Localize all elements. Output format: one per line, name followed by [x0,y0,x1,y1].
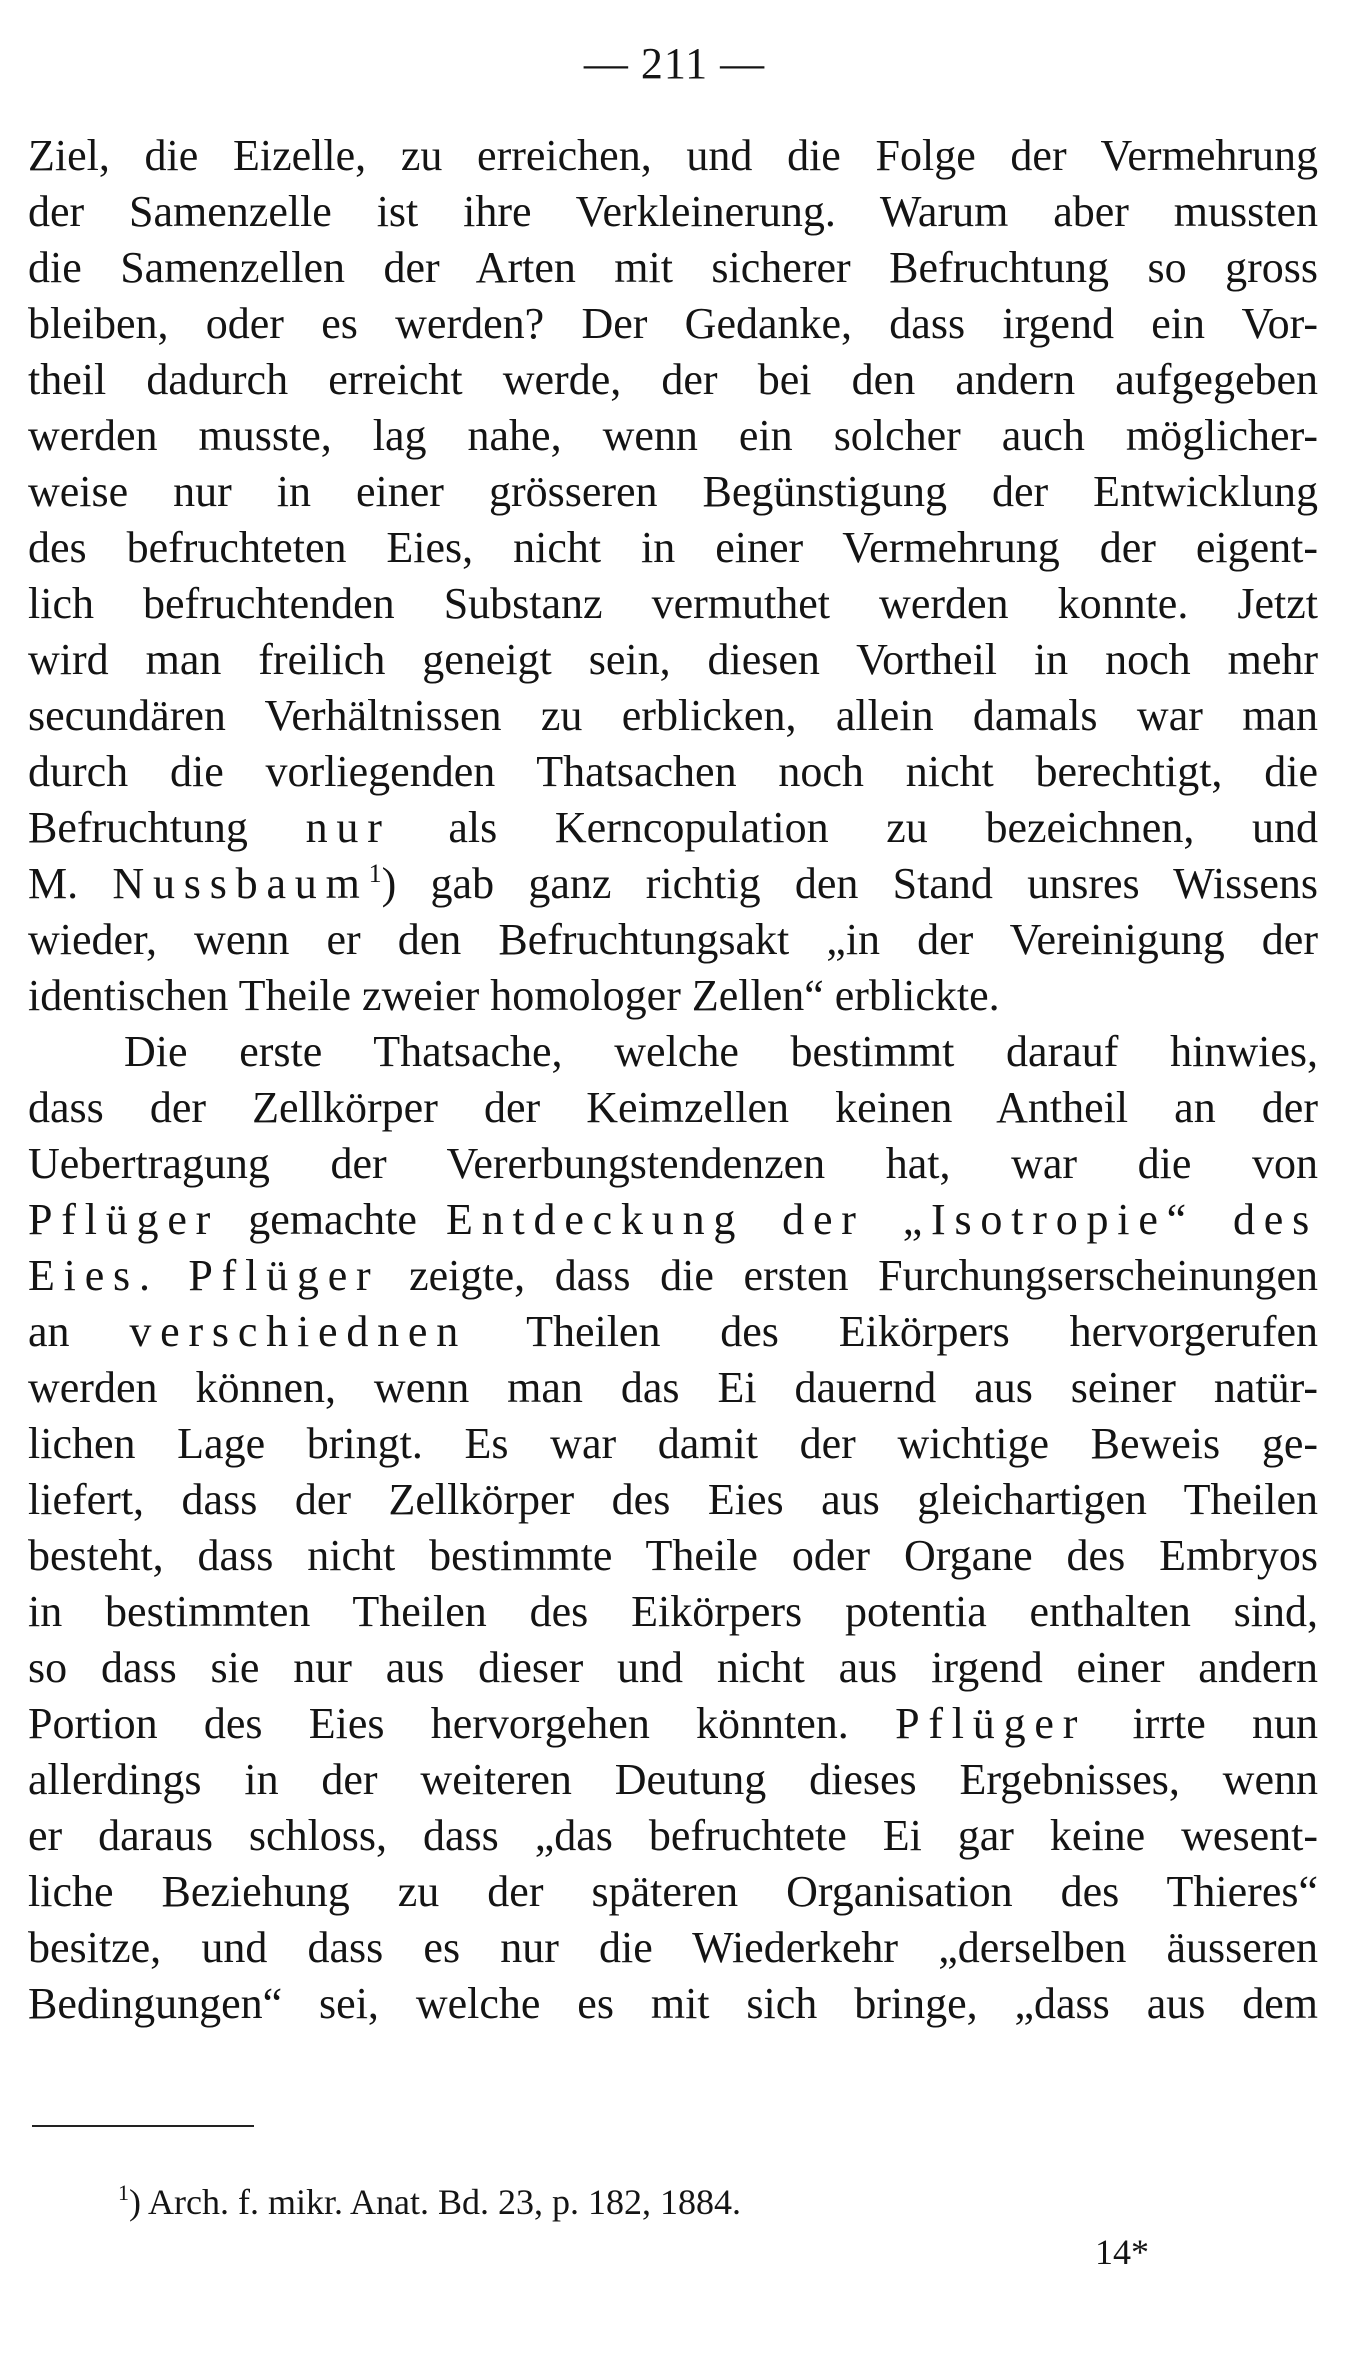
text-line [28,856,1318,912]
text-line: besteht, dass nicht bestimmte Theile oder Organe des Embryos [28,1531,1318,1580]
text-line: weise nur in einer grösseren Begünstigung der Entwicklung [28,467,1318,516]
text-line: bleiben, oder es werden? Der Gedanke, dass irgend ein Vor- [28,299,1318,348]
spaced-emphasis: nur [305,803,391,852]
text-line: allerdings in der weiteren Deutung dieses Ergebnisses, wenn [28,1755,1318,1804]
text-line: werden musste, lag nahe, wenn ein solcher auch möglicher- [28,411,1318,460]
author-name-spaced: Nussbaum [112,859,369,908]
text-line: in bestimmten Theilen des Eikörpers potentia enthalten sind, [28,1587,1318,1636]
text-run [159,1251,189,1300]
footnote-text: ) Arch. f. mikr. Anat. Bd. 23, p. 182, 1884. [129,2182,741,2222]
text-line: er daraus schloss, dass „das befruchtete Ei gar keine wesent- [28,1811,1318,1860]
text-line [28,800,1318,856]
footnote-reference: 1 [368,859,382,888]
text-line: secundären Verhältnissen zu erblicken, allein damals war man [28,691,1318,740]
text-run: Befruchtung [28,803,306,852]
text-line: Ziel, die Eizelle, zu erreichen, und die Folge der Vermehrung [28,131,1318,180]
text-line: liche Beziehung zu der späteren Organisation des Thieres“ [28,1867,1318,1916]
text-line: identischen Theile zweier homologer Zellen“ erblickte. [28,971,1000,1020]
signature-mark: 14* [1095,2232,1149,2272]
text-line: besitze, und dass es nur die Wiederkehr „derselben äusseren [28,1923,1318,1972]
text-run: M. [28,859,113,908]
author-name-spaced: Pflüger [28,1195,220,1244]
text-line: wieder, wenn er den Befruchtungsakt „in der Vereinigung der [28,915,1318,964]
spaced-emphasis: verschiednen [129,1307,468,1356]
text-run: an [28,1307,130,1356]
footnote-marker: 1 [118,2180,129,2205]
text-run: Portion des Eies hervorgehen könnten. [28,1699,896,1748]
footnote [118,2180,741,2224]
text-line: lichen Lage bringt. Es war damit der wichtige Beweis ge- [28,1419,1318,1468]
text-line: dass der Zellkörper der Keimzellen keinen Antheil an der [28,1083,1318,1132]
text-run: Theilen des Eikörpers hervorgerufen [467,1307,1319,1356]
text-line: durch die vorliegenden Thatsachen noch nicht berechtigt, die [28,747,1318,796]
footnote-separator [32,2125,254,2127]
text-line: liefert, dass der Zellkörper des Eies aus gleichartigen Theilen [28,1475,1318,1524]
text-line: die Samenzellen der Arten mit sicherer Befruchtung so gross [28,243,1318,292]
text-line: lich befruchtenden Substanz vermuthet werden konnte. Jetzt [28,579,1318,628]
text-run: irrte nun [1086,1699,1318,1748]
text-run: gemachte [219,1195,447,1244]
text-line: werden können, wenn man das Ei dauernd aus seiner natür- [28,1363,1318,1412]
text-line: des befruchteten Eies, nicht in einer Vermehrung der eigent- [28,523,1318,572]
spaced-emphasis: Eies. [28,1251,159,1300]
text-line: der Samenzelle ist ihre Verkleinerung. Warum aber mussten [28,187,1318,236]
text-line: wird man freilich geneigt sein, diesen Vortheil in noch mehr [28,635,1318,684]
page-number-header: — 211 — [583,39,766,88]
text-line: Die erste Thatsache, welche bestimmt darauf hinwies, [124,1027,1318,1076]
text-line [28,1248,1318,1304]
text-run: zeigte, dass die ersten Furchungserscheinungen [379,1251,1318,1300]
text-line: Bedingungen“ sei, welche es mit sich bringe, „dass aus dem [28,1979,1318,2028]
text-run: ) gab ganz richtig den Stand unsres Wissens [381,859,1319,908]
text-line [28,1304,1318,1360]
text-line: Uebertragung der Vererbungstendenzen hat, war die von [28,1139,1318,1188]
spaced-emphasis: Entdeckung der „Isotropie“ des [446,1195,1318,1244]
text-line [28,1696,1318,1752]
author-name-spaced: Pflüger [188,1251,380,1300]
text-line [28,1192,1318,1248]
text-run: als Kerncopulation zu bezeichnen, und [390,803,1318,852]
author-name-spaced: Pflüger [895,1699,1087,1748]
text-line: theil dadurch erreicht werde, der bei den andern aufgegeben [28,355,1318,404]
text-line: so dass sie nur aus dieser und nicht aus irgend einer andern [28,1643,1318,1692]
